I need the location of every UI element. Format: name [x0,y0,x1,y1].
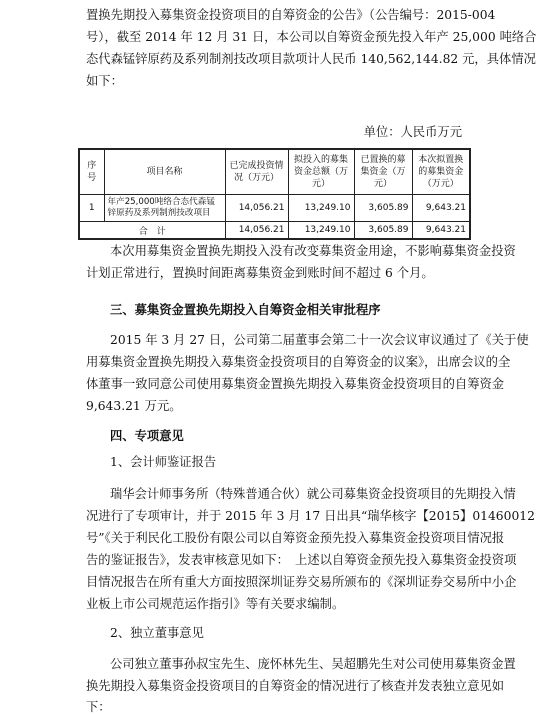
header-to-replace: 本次拟置换的募集资金（万元） [412,149,470,195]
text-line: 换先期投入募集资金投资项目的自筹资金的情况进行了核查并发表独立意见如 [86,679,505,693]
text-line: 下： [86,700,111,714]
text-line: 体董事一致同意公司使用募集资金置换先期投入募集资金投资项目的自筹资金 [86,377,505,391]
text-line: 公司独立董事孙叔宝先生、庞怀林先生、吴超鹏先生对公司使用募集资金置 [110,657,516,671]
table-row [79,195,470,222]
text-line: 置换先期投入募集资金投资项目的自筹资金的公告》（公告编号：2015-004 [86,8,496,22]
cell-replaced: 3,605.89 [354,195,412,222]
fund-replacement-table [78,148,471,240]
text-line: 瑞华会计师事务所（特殊普通合伙）就公司募集资金投资项目的先期投入情 [110,487,516,501]
header-replaced: 已置换的募集资金（万元） [354,149,412,195]
cell-to-replace: 9,643.21 [412,195,470,222]
table-total-row [79,222,470,240]
cell-total-invested: 14,056.21 [225,222,288,240]
text-line: 9,643.21 万元。 [86,399,182,413]
subsection-heading: 2、独立董事意见 [110,626,204,640]
text-line: 用募集资金置换先期投入募集资金投资项目的自筹资金的议案》，出席会议的全 [86,355,511,369]
cell-invested: 14,056.21 [225,195,288,222]
header-invested: 已完成投资情况（万元） [225,149,288,195]
text-line: 况进行了专项审计，并于 2015 年 3 月 17 日出具“瑞华核字【2015】01460012 [86,509,535,523]
cell-planned: 13,249.10 [288,195,354,222]
text-line: 2015 年 3 月 27 日，公司第二届董事会第二十一次会议审议通过了《关于使 [110,333,529,347]
subsection-heading: 1、会计师鉴证报告 [110,455,217,469]
section-heading: 四、专项意见 [110,429,184,443]
text-line: 告的鉴证报告》，发表审核意见如下： 上述以自筹资金预先投入募集资金投资项 [86,553,517,567]
text-line: 号），截至 2014 年 12 月 31 日，本公司以自筹资金预先投入年产 25,000 吨络合 [86,30,537,44]
cell-project-name: 年产25,000吨络合态代森锰锌原药及系列制剂技改项目 [104,195,225,222]
section-heading: 三、募集资金置换先期投入自筹资金相关审批程序 [110,303,381,317]
cell-total-replaced: 3,605.89 [354,222,412,240]
text-line: 本次用募集资金置换先期投入没有改变募集资金用途，不影响募集资金投资 [110,244,516,258]
text-line: 目情况报告在所有重大方面按照深圳证券交易所颁布的《深圳证券交易所中小企 [86,575,517,589]
text-line: 业板上市公司规范运作指引》等有关要求编制。 [86,597,345,611]
header-project-name: 项目名称 [104,149,225,195]
text-line: 态代森锰锌原药及系列制剂技改项目款项计人民币 140,562,144.82 元，具体情况 [86,52,536,66]
table-header-row [79,149,470,195]
header-no: 序号 [79,149,104,195]
cell-total-to-replace: 9,643.21 [412,222,470,240]
text-line: 如下： [86,74,123,88]
cell-no: 1 [79,195,104,222]
cell-total-label: 合 计 [79,222,225,240]
cell-total-planned: 13,249.10 [288,222,354,240]
header-planned: 拟投入的募集资金总额（万元） [288,149,354,195]
text-line: 计划正常进行，置换时间距离募集资金到账时间不超过 6 个月。 [86,266,434,280]
text-line: 号”《关于利民化工股份有限公司以自筹资金预先投入募集资金投资项目情况报 [86,531,505,545]
unit-label: 单位：人民币万元 [363,125,462,139]
